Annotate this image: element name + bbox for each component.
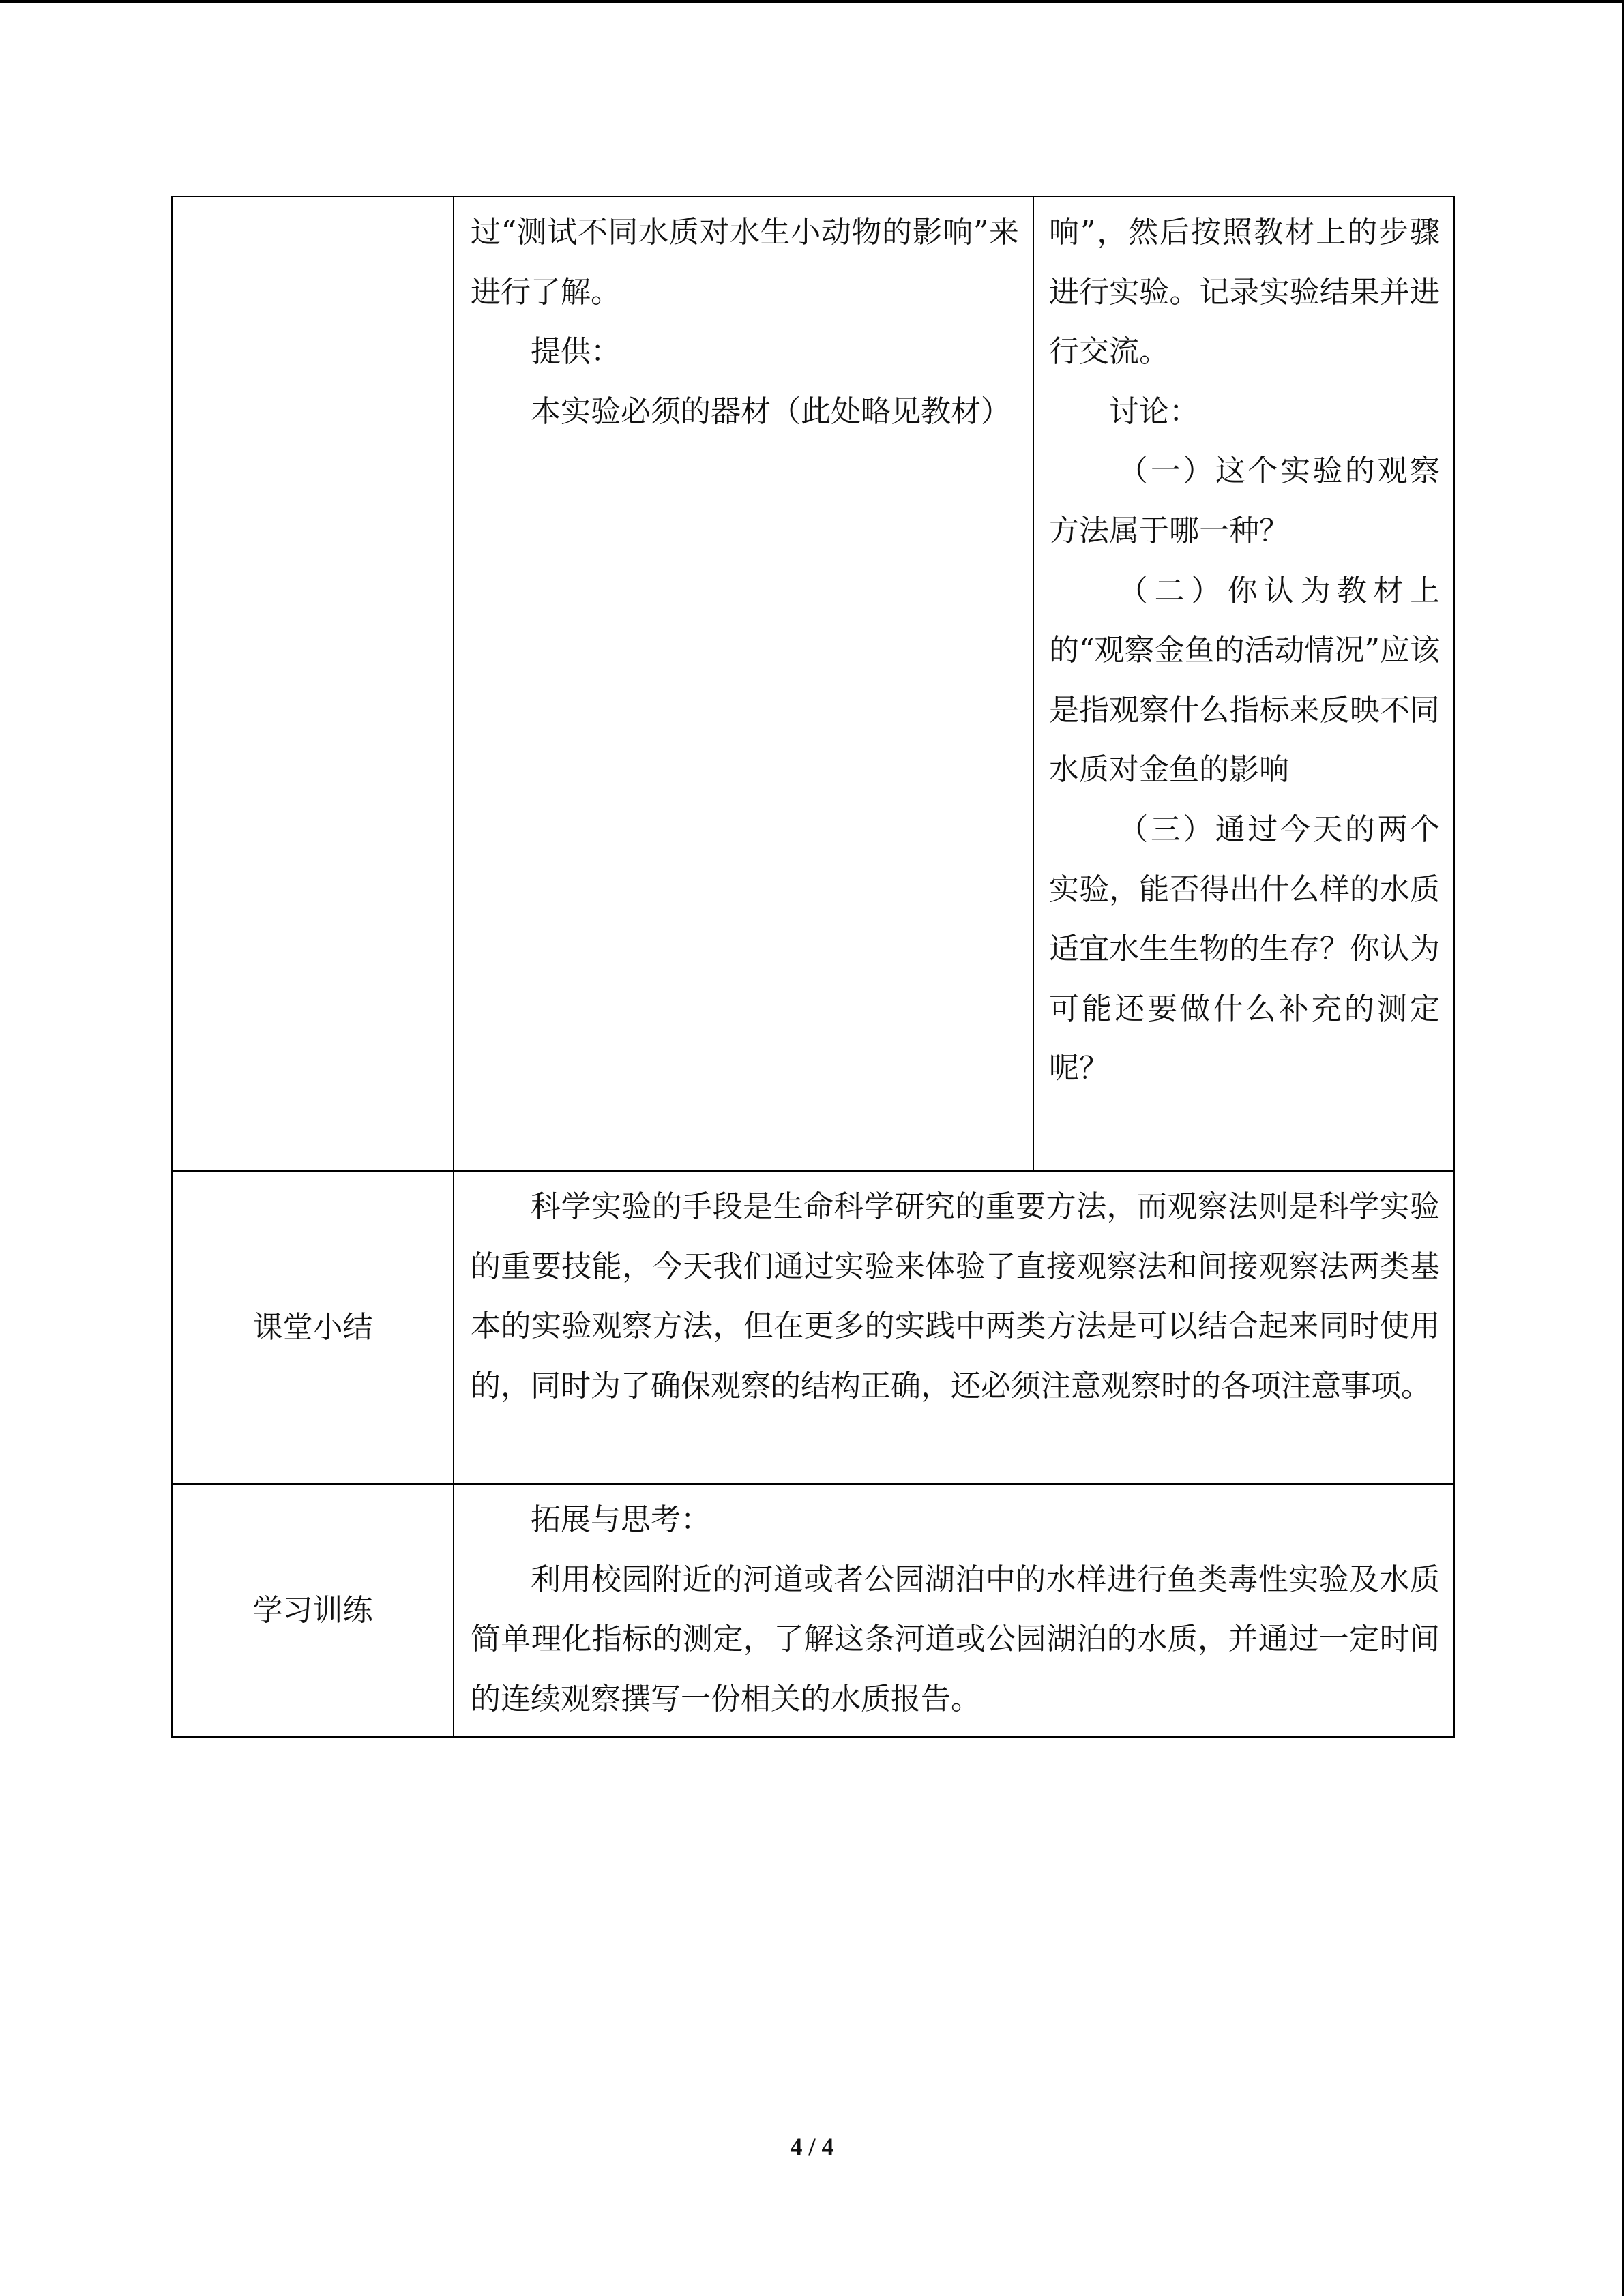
content-cell-summary [454,1171,1454,1484]
paragraph: （一）这个实验的观察方法属于哪一种？ [1049,453,1440,548]
paragraph: 利用校园附近的河道或者公园湖泊中的水样进行鱼类毒性实验及水质简单理化指标的测定，了解这条河道或公园湖泊的水质，并通过一定时间的连续观察撰写一份相关的水质报告。 [471,1562,1440,1716]
paragraph: 提供： [531,334,621,370]
page-number: 4 / 4 [790,2133,834,2160]
row-label-training: 学习训练 [172,1484,454,1737]
row-label-summary: 课堂小结 [172,1171,454,1484]
table-row [172,1484,1454,1737]
paragraph: （三）通过今天的两个实验，能否得出什么样的水质适宜水生生物的生存？你认为可能还要做什么补充的测定呢？ [1049,811,1440,1086]
lesson-plan-table [171,196,1455,1738]
paragraph: （二）你认为教材上的“观察金鱼的活动情况”应该是指观察什么指标来反映不同水质对金鱼的影响 [1049,573,1440,788]
paragraph: 拓展与思考： [531,1502,711,1537]
table-row [172,196,1454,1171]
paragraph: 响”，然后按照教材上的步骤进行实验。记录实验结果并进行交流。 [1049,215,1440,370]
paragraph: 过“测试不同水质对水生小动物的影响”来进行了解。 [471,215,1019,310]
content-cell-training [454,1484,1454,1737]
label-cell-empty [172,196,454,1171]
paragraph: 科学实验的手段是生命科学研究的重要方法，而观察法则是科学实验的重要技能，今天我们通过实验来体验了直接观察法和间接观察法两类基本的实验观察方法，但在更多的实践中两类方法是可以结合起来同时使用的，同时为了确保观察的结构正确，还必须注意观察时的各项注意事项。 [471,1189,1440,1403]
page-top-border [0,0,1624,3]
content-cell-activity [454,196,1033,1171]
table-row [172,1171,1454,1484]
content-cell-student-activity [1033,196,1454,1171]
paragraph: 讨论： [1109,393,1199,429]
paragraph: 本实验必须的器材（此处略见教材） [531,393,1011,429]
